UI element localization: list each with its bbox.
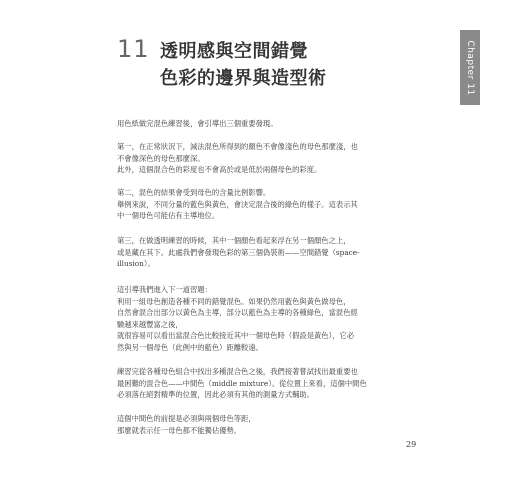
paragraph-line: 第二，混色的結果會受到母色的含量比例影響。: [117, 188, 271, 197]
paragraph-line: 驗越來越豐富之後，: [117, 319, 183, 329]
paragraph-line: 必須落在絕對精準的位置，因此必須有其他的測量方式輔助。: [117, 390, 315, 399]
chapter-title-line-2: 色彩的邊界與造型術: [160, 68, 327, 89]
paragraph-6: [117, 366, 397, 401]
paragraph-line: 那麼就表示任一母色都不能獨佔優勢。: [117, 425, 242, 435]
page-number: 29: [406, 440, 417, 449]
paragraph-line: 用色紙做完混色練習後，會引導出三個重要發現。: [117, 119, 278, 128]
paragraph-line: 這個中間色的前提是必須與兩個母色等距，: [117, 414, 256, 423]
paragraph-line: 此外，這個混合色的彩度也不會高於或是低於兩個母色的彩度。: [117, 165, 322, 174]
paragraph-line: illusion）。: [117, 259, 155, 268]
paragraph-line: 就很容易可以看出當混合色比較接近其中一個母色時（假設是黃色），它必: [117, 331, 355, 340]
chapter-tab-label: Chapter 11: [465, 39, 475, 96]
paragraph-line: 舉例來說，不同分量的藍色與黃色，會決定混合後的綠色的樣子。這表示其: [117, 199, 358, 209]
paragraph-line: 最困難的混合色——中間色（middle mixture）。從位置上來看，這個中間色: [117, 378, 367, 388]
paragraph-line: 然與另一個母色（此例中的藍色）距離較遠。: [117, 342, 263, 352]
paragraph-line: 第三，在做透明練習的時候，其中一個顏色看起來浮在另一個顏色之上，: [117, 236, 351, 245]
paragraph-line: 不會像深色的母色那麼深。: [117, 153, 205, 163]
paragraph-line: 這引導我們進入下一道習題：: [117, 285, 212, 294]
paragraph-1: [117, 118, 397, 130]
chapter-number: 11: [117, 35, 150, 63]
paragraph-line: 自然會混合出部分以黃色為主導，部分以藍色為主導的各種綠色，當混色經: [117, 308, 358, 317]
paragraph-5: [117, 284, 397, 353]
chapter-title-line-1: 透明感與空間錯覺: [160, 41, 308, 62]
paragraph-4: [117, 235, 397, 270]
paragraph-line: 利用一組母色創造各種不同的錯覺混色。如果仍然用藍色與黃色做母色，: [117, 296, 351, 306]
paragraph-line: 或是藏在其下。此處我們會發現色彩的第三個偽裝術——空間錯覺（space-: [117, 247, 360, 257]
paragraph-3: [117, 187, 397, 222]
paragraph-line: 中一個母色可能佔有主導地位。: [117, 211, 220, 220]
paragraph-line: 第一，在正常狀況下，減法混色所得到的顏色不會像淺色的母色那麼淺，也: [117, 142, 358, 151]
paragraph-line: 練習完從各種母色組合中找出多種混合色之後，我們接著嘗試找出最重要也: [117, 367, 358, 376]
paragraph-7: [117, 413, 397, 436]
chapter-tab: [460, 30, 480, 105]
paragraph-2: [117, 141, 397, 176]
